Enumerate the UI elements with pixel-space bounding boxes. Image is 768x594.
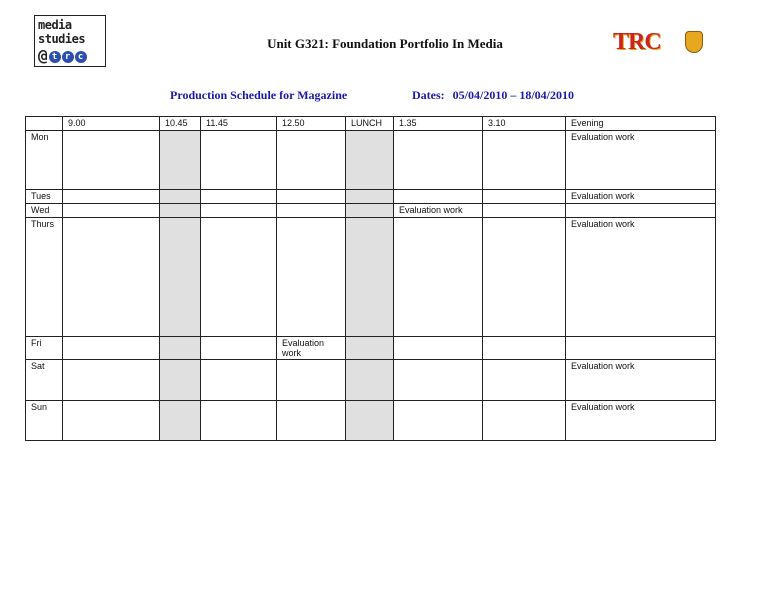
- table-cell: [394, 360, 483, 401]
- table-cell: Evaluation work: [566, 190, 716, 204]
- header-cell: [26, 117, 63, 131]
- logo-at: @: [38, 46, 48, 65]
- trc-logo-text: TRC: [613, 29, 661, 55]
- table-cell: [346, 131, 394, 190]
- table-cell: [483, 190, 566, 204]
- table-cell: [277, 131, 346, 190]
- dates-value: 05/04/2010 – 18/04/2010: [452, 88, 574, 102]
- table-cell: [63, 360, 160, 401]
- table-cell: [201, 360, 277, 401]
- table-cell: [160, 401, 201, 441]
- table-cell: [566, 204, 716, 218]
- table-cell: [160, 337, 201, 360]
- table-cell: [346, 204, 394, 218]
- table-cell: [277, 190, 346, 204]
- table-cell: [201, 204, 277, 218]
- table-cell: [483, 337, 566, 360]
- table-cell: [63, 131, 160, 190]
- day-cell: Fri: [26, 337, 63, 360]
- table-cell: [63, 204, 160, 218]
- table-cell: [160, 218, 201, 337]
- table-cell: [277, 401, 346, 441]
- day-cell: Mon: [26, 131, 63, 190]
- table-cell: [346, 190, 394, 204]
- day-cell: Wed: [26, 204, 63, 218]
- table-cell: [201, 218, 277, 337]
- schedule-title: Production Schedule for Magazine: [170, 88, 348, 102]
- table-cell: Evaluation work: [566, 218, 716, 337]
- table-cell: [201, 401, 277, 441]
- header-cell: 12.50: [277, 117, 346, 131]
- header-row: [26, 117, 716, 131]
- day-cell: Thurs: [26, 218, 63, 337]
- table-cell: [63, 218, 160, 337]
- crest-icon: [685, 31, 703, 53]
- table-cell: [483, 131, 566, 190]
- header-cell: 11.45: [201, 117, 277, 131]
- header-cell: 10.45: [160, 117, 201, 131]
- table-cell: [160, 360, 201, 401]
- table-cell: [201, 337, 277, 360]
- table-cell: [346, 218, 394, 337]
- logo-letter-t: t: [49, 51, 61, 63]
- table-cell: Evaluation work: [566, 401, 716, 441]
- table-cell: [346, 401, 394, 441]
- table-cell: [346, 360, 394, 401]
- table-cell: [201, 131, 277, 190]
- dates-line: [412, 88, 574, 103]
- table-cell: Evaluation work: [566, 131, 716, 190]
- header-cell: LUNCH: [346, 117, 394, 131]
- table-cell: [394, 218, 483, 337]
- table-cell: Evaluation work: [394, 204, 483, 218]
- table-cell: Evaluation work: [277, 337, 346, 360]
- day-cell: Tues: [26, 190, 63, 204]
- day-cell: Sun: [26, 401, 63, 441]
- table-cell: [63, 337, 160, 360]
- table-row-tues: [26, 190, 716, 204]
- logo-line-at-trc: [38, 47, 87, 65]
- table-row-wed: [26, 204, 716, 218]
- table-cell: [63, 190, 160, 204]
- table-cell: [394, 401, 483, 441]
- table-cell: Evaluation work: [566, 360, 716, 401]
- logo-line-media: media: [38, 18, 72, 32]
- table-cell: [160, 131, 201, 190]
- document-title: Unit G321: Foundation Portfolio In Media: [267, 36, 503, 51]
- table-cell: [346, 337, 394, 360]
- header-cell: 9.00: [63, 117, 160, 131]
- table-cell: [394, 190, 483, 204]
- header-cell: 1.35: [394, 117, 483, 131]
- table-cell: [201, 190, 277, 204]
- table-row-sun: [26, 401, 716, 441]
- logo-letter-c: c: [75, 51, 87, 63]
- table-cell: [483, 218, 566, 337]
- table-cell: [277, 204, 346, 218]
- trc-logo: [613, 30, 705, 54]
- table-cell: [160, 204, 201, 218]
- table-cell: [483, 204, 566, 218]
- logo-letter-r: r: [62, 51, 74, 63]
- table-cell: [394, 337, 483, 360]
- table-cell: [483, 401, 566, 441]
- dates-label: Dates:: [412, 88, 445, 102]
- header-cell: Evening: [566, 117, 716, 131]
- table-cell: [394, 131, 483, 190]
- table-cell: [277, 218, 346, 337]
- logo-line-studies: studies: [38, 32, 86, 46]
- table-row-fri: [26, 337, 716, 360]
- media-studies-logo: [34, 15, 106, 67]
- table-cell: [483, 360, 566, 401]
- table-row-mon: [26, 131, 716, 190]
- schedule-table: [25, 116, 716, 441]
- table-cell: [63, 401, 160, 441]
- table-cell: [277, 360, 346, 401]
- table-row-thurs: [26, 218, 716, 337]
- header-cell: 3.10: [483, 117, 566, 131]
- table-cell: [566, 337, 716, 360]
- day-cell: Sat: [26, 360, 63, 401]
- table-row-sat: [26, 360, 716, 401]
- table-cell: [160, 190, 201, 204]
